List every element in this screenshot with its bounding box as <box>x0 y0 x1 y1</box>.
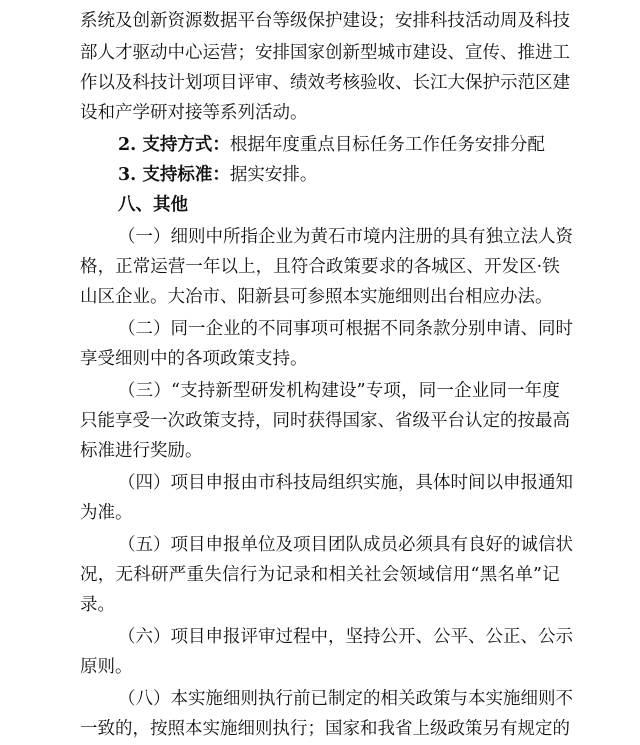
text-line <box>80 98 560 129</box>
line-text: 原则。 <box>80 657 133 677</box>
text-line <box>80 252 560 283</box>
text-line <box>80 714 570 745</box>
text-line <box>118 684 573 715</box>
text-line <box>118 376 560 407</box>
text-line <box>80 560 560 591</box>
text-line <box>80 436 560 467</box>
text-line <box>80 38 570 69</box>
line-text: 为准。 <box>80 503 133 523</box>
section-label: 3. 支持标准： <box>118 165 230 185</box>
line-text: 系 统 及 创 新 资 源 数 据 平 台 等 级 保 护 建 设 ； 安 排 科 技 活 动 周 及 科 技 <box>80 11 570 31</box>
line-text: （ 六 ） 项 目 申 报 评 审 过 程 中 ， 坚 持 公 开 、 公 平 、 公 正 、 公 示 <box>118 627 573 647</box>
text-line <box>118 622 573 653</box>
line-text: 部 人 才 驱 动 中 心 运 营 ； 安 排 国 家 创 新 型 城 市 建 设 、 宣 传 、 推 进 工 <box>80 43 570 63</box>
text-line <box>118 222 573 253</box>
text-line <box>80 344 560 375</box>
line-text: 享受细则中的各项政策支持。 <box>80 349 308 369</box>
text-line <box>118 130 560 161</box>
section-label: 2. 支持方式： <box>118 135 230 155</box>
text-line <box>118 530 573 561</box>
line-text: 一 致 的 ， 按 照 本 实 施 细 则 执 行 ； 国 家 和 我 省 上 级 政 策 另 有 规 定 的 <box>80 719 570 739</box>
text-line <box>80 590 560 621</box>
text-line <box>80 498 560 529</box>
line-text: 格 ， 正 常 运 营 一 年 以 上 ， 且 符 合 政 策 要 求 的 各 城 区 、 开 发 区 · 铁 <box>80 257 560 277</box>
line-text: 录。 <box>80 595 115 615</box>
line-text: （ 三 ） “ 支 持 新 型 研 发 机 构 建 设 ” 专 项 ， 同 一 企 业 同 一 年 度 <box>118 381 560 401</box>
text-line <box>80 6 570 37</box>
line-text: （ 八 ） 本 实 施 细 则 执 行 前 已 制 定 的 相 关 政 策 与 本 实 施 细 则 不 <box>118 689 573 709</box>
line-text: 山区企业。大冶市、阳新县可参照本实施细则出台相应办法。 <box>80 287 553 307</box>
line-text: 设和产学研对接等系列活动。 <box>80 103 308 123</box>
text-line <box>118 314 573 345</box>
line-text: 况 ， 无 科 研 严 重 失 信 行 为 记 录 和 相 关 社 会 领 域 信 用 “ 黑 名 单 ” 记 <box>80 565 560 585</box>
text-line <box>80 282 560 313</box>
section-label: 八、其他 <box>118 195 188 215</box>
line-text: （ 二 ） 同 一 企 业 的 不 同 事 项 可 根 据 不 同 条 款 分 别 申 请 、 同 时 <box>118 319 573 339</box>
line-text: 据实安排。 <box>229 165 318 185</box>
line-text: （ 五 ） 项 目 申 报 单 位 及 项 目 团 队 成 员 必 须 具 有 良 好 的 诚 信 状 <box>118 535 573 555</box>
text-line <box>118 190 560 221</box>
text-line <box>118 468 573 499</box>
line-text: 作 以 及 科 技 计 划 项 目 评 审 、 绩 效 考 核 验 收 、 长 江 大 保 护 示 范 区 建 <box>80 73 570 93</box>
text-line <box>80 652 560 683</box>
text-line <box>80 68 570 99</box>
text-line <box>118 160 560 191</box>
line-text: 只 能 享 受 一 次 政 策 支 持 ， 同 时 获 得 国 家 、 省 级 平 台 认 定 的 按 最 高 <box>80 411 570 431</box>
text-line <box>80 406 570 437</box>
line-text: 标准进行奖励。 <box>80 441 203 461</box>
line-text: 根据年度重点目标任务工作任务安排分配 <box>229 135 545 155</box>
line-text: （ 四 ） 项 目 申 报 由 市 科 技 局 组 织 实 施 ， 具 体 时 间 以 申 报 通 知 <box>118 473 573 493</box>
line-text: （ 一 ） 细 则 中 所 指 企 业 为 黄 石 市 境 内 注 册 的 具 有 独 立 法 人 资 <box>118 227 573 247</box>
